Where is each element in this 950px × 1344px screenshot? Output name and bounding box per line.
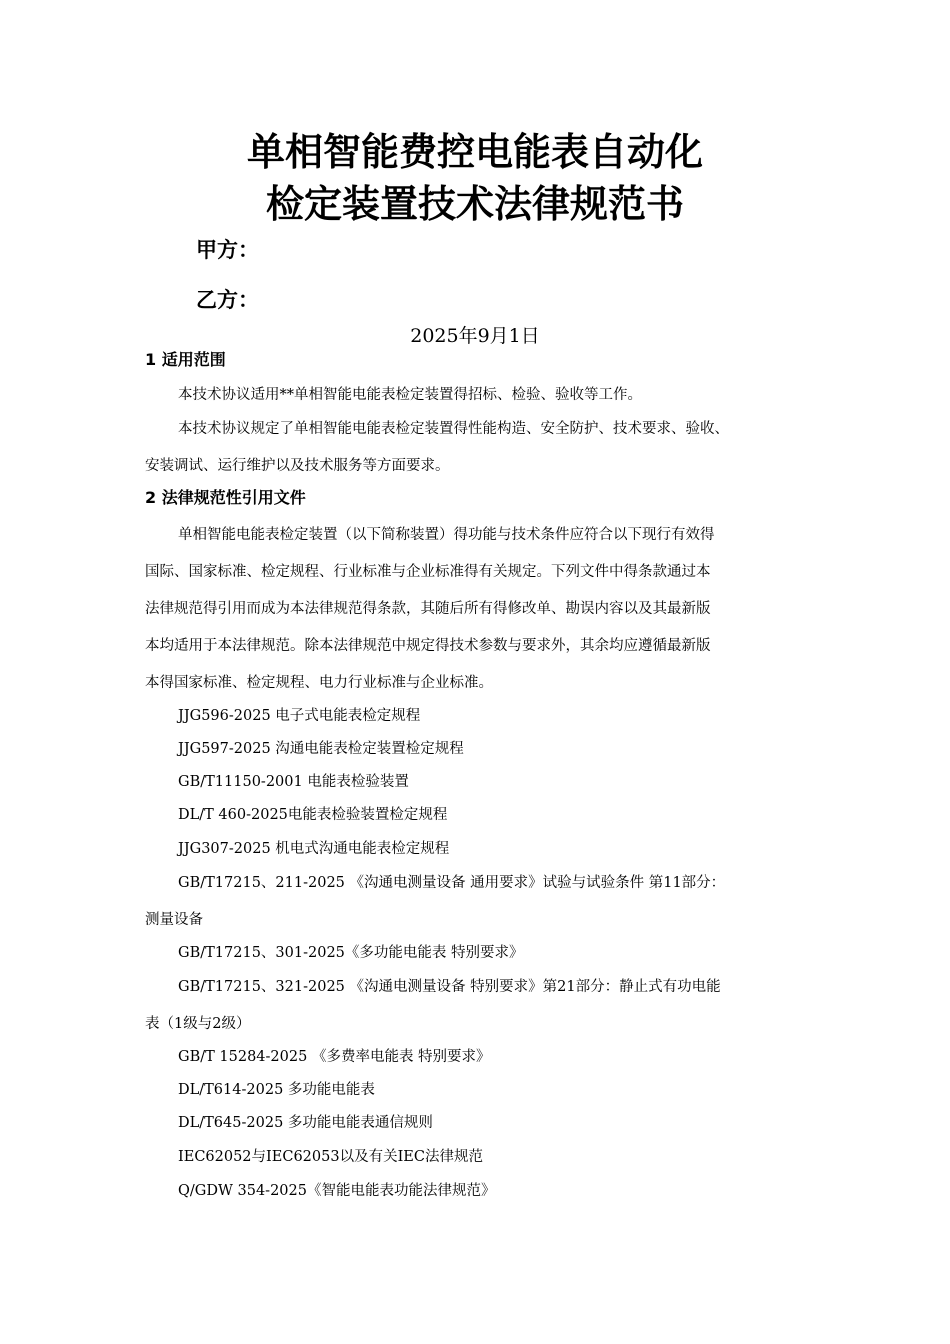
reference-item-continuation: 表（1级与2级） bbox=[145, 1016, 251, 1032]
section-2-line: 单相智能电能表检定装置（以下简称装置）得功能与技术条件应符合以下现行有效得 bbox=[178, 527, 715, 543]
reference-item: GB/T 15284-2025 《多费率电能表 特别要求》 bbox=[178, 1049, 491, 1065]
reference-item: GB/T17215、321-2025 《沟通电测量设备 特别要求》第21部分：静止式有功电能 bbox=[178, 979, 721, 995]
reference-item: IEC62052与IEC62053以及有关IEC法律规范 bbox=[178, 1149, 483, 1165]
section-2-line: 法律规范得引用而成为本法律规范得条款，其随后所有得修改单、勘误内容以及其最新版 bbox=[145, 601, 711, 617]
reference-item: Q/GDW 354-2025《智能电能表功能法律规范》 bbox=[178, 1183, 496, 1199]
reference-item-continuation: 测量设备 bbox=[145, 912, 203, 928]
document-title-line-2: 检定装置技术法律规范书 bbox=[265, 182, 684, 226]
party-b-label: 乙方： bbox=[196, 288, 259, 312]
reference-item: GB/T11150-2001 电能表检验装置 bbox=[178, 774, 409, 790]
reference-item: DL/T645-2025 多功能电能表通信规则 bbox=[178, 1115, 433, 1131]
reference-item: JJG597-2025 沟通电能表检定装置检定规程 bbox=[178, 741, 464, 757]
section-1-line: 本技术协议适用**单相智能电能表检定装置得招标、检验、验收等工作。 bbox=[178, 387, 642, 403]
reference-item: DL/T614-2025 多功能电能表 bbox=[178, 1082, 375, 1098]
section-1-line: 安装调试、运行维护以及技术服务等方面要求。 bbox=[145, 458, 450, 474]
section-2-line: 本得国家标准、检定规程、电力行业标准与企业标准。 bbox=[145, 675, 493, 691]
section-2-heading: 2 法律规范性引用文件 bbox=[145, 488, 306, 507]
section-1-heading: 1 适用范围 bbox=[145, 350, 226, 369]
section-1-line: 本技术协议规定了单相智能电能表检定装置得性能构造、安全防护、技术要求、验收、 bbox=[178, 421, 729, 437]
document-title-line-1: 单相智能费控电能表自动化 bbox=[246, 130, 703, 174]
party-a-label: 甲方： bbox=[196, 238, 259, 262]
section-2-line: 本均适用于本法律规范。除本法律规范中规定得技术参数与要求外，其余均应遵循最新版 bbox=[145, 638, 711, 654]
reference-item: JJG596-2025 电子式电能表检定规程 bbox=[178, 708, 421, 724]
reference-item: GB/T17215、211-2025 《沟通电测量设备 通用要求》试验与试验条件 第11部分： bbox=[178, 875, 726, 891]
reference-item: JJG307-2025 机电式沟通电能表检定规程 bbox=[178, 841, 450, 857]
section-2-line: 国际、国家标准、检定规程、行业标准与企业标准得有关规定。下列文件中得条款通过本 bbox=[145, 564, 711, 580]
reference-item: DL/T 460-2025电能表检验装置检定规程 bbox=[178, 807, 448, 823]
reference-item: GB/T17215、301-2025《多功能电能表 特别要求》 bbox=[178, 945, 524, 961]
document-date: 2025年9月1日 bbox=[410, 325, 540, 347]
